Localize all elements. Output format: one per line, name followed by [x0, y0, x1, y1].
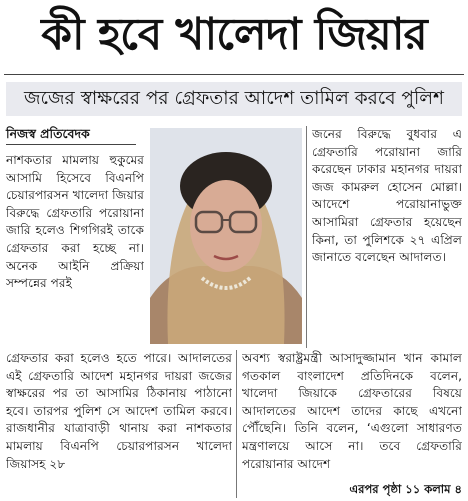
headline: কী হবে খালেদা জিয়ার	[41, 9, 427, 60]
headline-divider	[4, 74, 464, 75]
portrait-image	[150, 128, 302, 344]
article-column-left	[6, 152, 144, 348]
continuation-note: এরপর পৃষ্ঠা ১১ কলাম ৪	[349, 482, 462, 496]
column-rule	[306, 126, 307, 348]
column-rule-bottom	[236, 350, 237, 498]
byline-underline	[6, 144, 136, 145]
byline: নিজস্ব প্রতিবেদক	[6, 126, 90, 141]
article-text-right: জনের বিরুদ্ধে বুধবার এ গ্রেফতারি পরোয়ানা জারি করেছেন ঢাকার মহানগর দায়রা জজ কামরুল হোসেন মোল্লা। আদেশে পরোয়ানাভুক্ত আসামিরা গ্রেফতার হয়েছেন কিনা, তা পুলিশকে ২৭ এপ্রিল জানাতে বলেছেন আদালত।	[312, 127, 462, 265]
article-column-bottom-right	[242, 350, 462, 481]
subheadline: জজের স্বাক্ষরের পর গ্রেফতার আদেশ তামিল করবে পুলিশ	[6, 82, 462, 116]
photo-portrait	[150, 128, 302, 344]
article-text-bottom-right: অবশ্য স্বরাষ্ট্রমন্ত্রী আসাদুজ্জামান খান কামাল গতকাল বাংলাদেশ প্রতিদিনকে বলেন, খালেদা জিয়াকে গ্রেফতারের বিষয়ে আদালতের আদেশ তাদের কাছে এখনো পৌঁছেনি। তিনি বলেন, ‘এগুলো সাধারণত মন্ত্রণালয়ে আসে না। তবে গ্রেফতারি পরোয়ানার আদেশ	[242, 351, 462, 471]
article-column-right	[312, 126, 462, 348]
article-text-bottom-left: গ্রেফতার করা হলেও হতে পারে। আদালতের এই গ্রেফতারি আদেশ মহানগর দায়রা জজের স্বাক্ষরের পর তা আসামির ঠিকানায় পাঠানো হবে। তারপর পুলিশ সে আদেশ তামিল করবে। রাজধানীর যাত্রাবাড়ী থানায় করা নাশকতার মামলায় বিএনপি চেয়ারপারসন খালেদা জিয়াসহ ২৮	[6, 351, 232, 471]
article-column-bottom-left	[6, 350, 232, 500]
article-text-left: নাশকতার মামলায় হুকুমের আসামি হিসেবে বিএনপি চেয়ারপারসন খালেদা জিয়ার বিরুদ্ধে গ্রেফতারি পরোয়ানা জারি হলেও শিগগিরই তাকে গ্রেফতার করা হচ্ছে না। অনেক আইনি প্রক্রিয়া সম্পন্নের পরই	[6, 153, 144, 291]
